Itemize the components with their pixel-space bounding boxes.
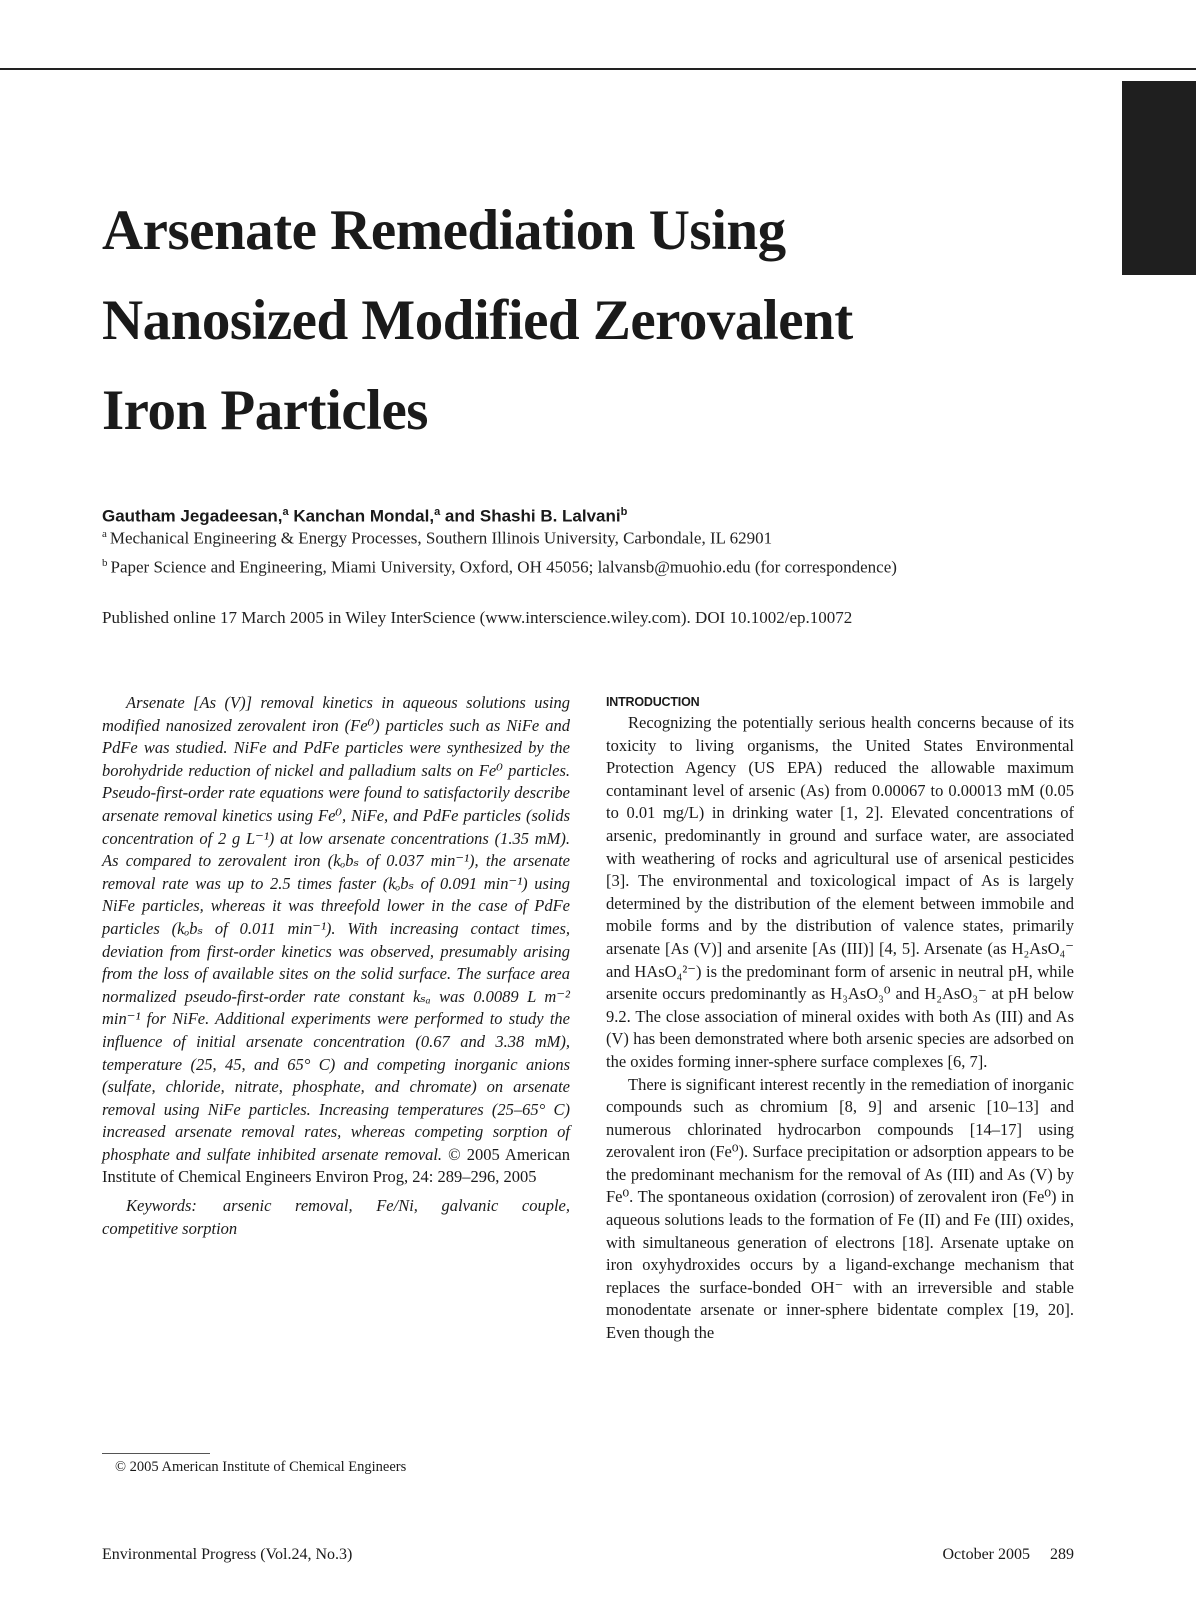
page-number: 289	[1050, 1546, 1074, 1563]
paragraph: Recognizing the potentially serious health concerns because of its toxicity to living organisms, the United States Environmental Protection Agency (US EPA) reduced the allowable maximum contaminant level of arsenic (As) from 0.00067 to 0.00013 mM (0.05 to 0.01 mg/L) in drinking water [1, 2]. Elevated concentrations of arsenic, predominantly in ground and surface water, are associated with weathering of rocks and agricultural use of arsenical pesticides [3]. The environmental and toxicological impact of As is largely determined by the distribution of the element between immobile and mobile forms and by the distribution of valence states, primarily arsenate [As (V)] and arsenite [As (III)] [4, 5]. Arsenate (as H₂AsO₄⁻ and HAsO₄²⁻) is the predominant form of arsenic in neutral pH, while arsenite occurs predominantly as H₃AsO₃⁰ and H₂AsO₃⁻ at pH below 9.2. The close association of mineral oxides with both As (III) and As (V) has been demonstrated where both arsenic species are adsorbed on the oxides forming inner-sphere surface complexes [6, 7].	[606, 713, 1074, 1071]
abstract-text: Arsenate [As (V)] removal kinetics in aqueous solutions using modified nanosized zerovalent iron (Fe⁰) particles such as NiFe and PdFe was studied. NiFe and PdFe particles were synthesized by the borohydride reduction of nickel and palladium salts on Fe⁰ particles. Pseudo-first-order rate equations were found to satisfactorily describe arsenate removal kinetics using Fe⁰, NiFe, and PdFe particles (solids concentration of 2 g L⁻¹) at low arsenate concentrations (1.35 mM). As compared to zerovalent iron (kₒbₛ of 0.037 min⁻¹), the arsenate removal rate was up to 2.5 times faster (kₒbₛ of 0.091 min⁻¹) using NiFe particles, whereas it was threefold lower in the case of PdFe particles (kₒbₛ of 0.011 min⁻¹). With increasing contact times, deviation from first-order kinetics was observed, presumably arising from the loss of available sites on the solid surface. The surface area normalized pseudo-first-order rate constant kₛₐ was 0.0089 L m⁻² min⁻¹ for NiFe. Additional experiments were performed to study the influence of initial arsenate concentration (0.67 and 3.38 mM), temperature (25, 45, and 65° C) and competing inorganic anions (sulfate, chloride, nitrate, phosphate, and chromate) on arsenate removal using NiFe particles. Increasing temperatures (25–65° C) increased arsenate removal rates, whereas competing sorption of phosphate and sulfate inhibited arsenate removal.	[102, 693, 570, 1164]
author-name: and Shashi B. Lalvani	[440, 506, 621, 526]
footnote-rule	[102, 1453, 210, 1454]
affil-mark: b	[102, 557, 108, 569]
header-rule	[0, 68, 1196, 70]
author-affil-mark: a	[434, 506, 441, 518]
copyright-footnote: © 2005 American Institute of Chemical Engineers	[115, 1459, 407, 1475]
author-affil-mark: a	[282, 506, 289, 518]
author-name: Gautham Jegadeesan,	[102, 506, 283, 526]
abstract	[102, 692, 570, 1189]
affil-text: Mechanical Engineering & Energy Processes, Southern Illinois University, Carbondale, IL 62901	[109, 528, 773, 548]
author-affil-mark: b	[620, 506, 628, 518]
section-tab-marker	[1122, 81, 1196, 275]
abstract-column	[102, 692, 570, 1240]
keywords-text: arsenic removal, Fe/Ni, galvanic couple, competitive sorption	[102, 1196, 570, 1238]
section-heading: INTRODUCTION	[606, 695, 700, 709]
author-name: Kanchan Mondal,	[288, 506, 435, 526]
publication-info: Published online 17 March 2005 in Wiley InterScience (www.interscience.wiley.com). DOI 10.1002/ep.10072	[102, 608, 853, 627]
affil-text: Paper Science and Engineering, Miami University, Oxford, OH 45056; lalvansb@muohio.edu (for correspondence)	[110, 557, 897, 577]
issue-date: October 2005	[942, 1546, 1030, 1563]
keywords	[102, 1195, 570, 1240]
journal-footer: Environmental Progress (Vol.24, No.3)	[102, 1546, 353, 1563]
abstract-copyright: © 2005 American Institute of Chemical Engineers Environ Prog, 24: 289–296, 2005	[102, 1144, 570, 1187]
article-title	[102, 186, 1062, 456]
keywords-label: Keywords:	[126, 1196, 197, 1216]
introduction-column	[606, 692, 1074, 1345]
affiliation-b	[102, 551, 1102, 580]
title-line: Iron Particles	[102, 379, 428, 442]
title-line: Nanosized Modified Zerovalent	[102, 289, 853, 352]
paragraph: There is significant interest recently in the remediation of inorganic compounds such as chromium [8, 9] and arsenic [10–13] and numerous chlorinated hydrocarbon compounds [14–17] using zerovalent iron (Fe⁰). Surface precipitation or adsorption appears to be the predominant mechanism for the removal of As (III) and As (V) by Fe⁰. The spontaneous oxidation (corrosion) of zerovalent iron (Fe⁰) in aqueous solutions leads to the formation of Fe (II) and Fe (III) oxides, with simultaneous generation of electrons [18]. Arsenate uptake on iron oxyhydroxides occurs by a ligand-exchange mechanism that replaces the surface-bonded OH⁻ with an irreversible and stable monodentate arsenate or inner-sphere bidentate complex [19, 20]. Even though the	[606, 1074, 1074, 1343]
page-footer	[942, 1546, 1074, 1564]
affiliation-a	[102, 522, 1102, 551]
title-line: Arsenate Remediation Using	[102, 199, 786, 262]
affil-mark: a	[102, 528, 107, 540]
